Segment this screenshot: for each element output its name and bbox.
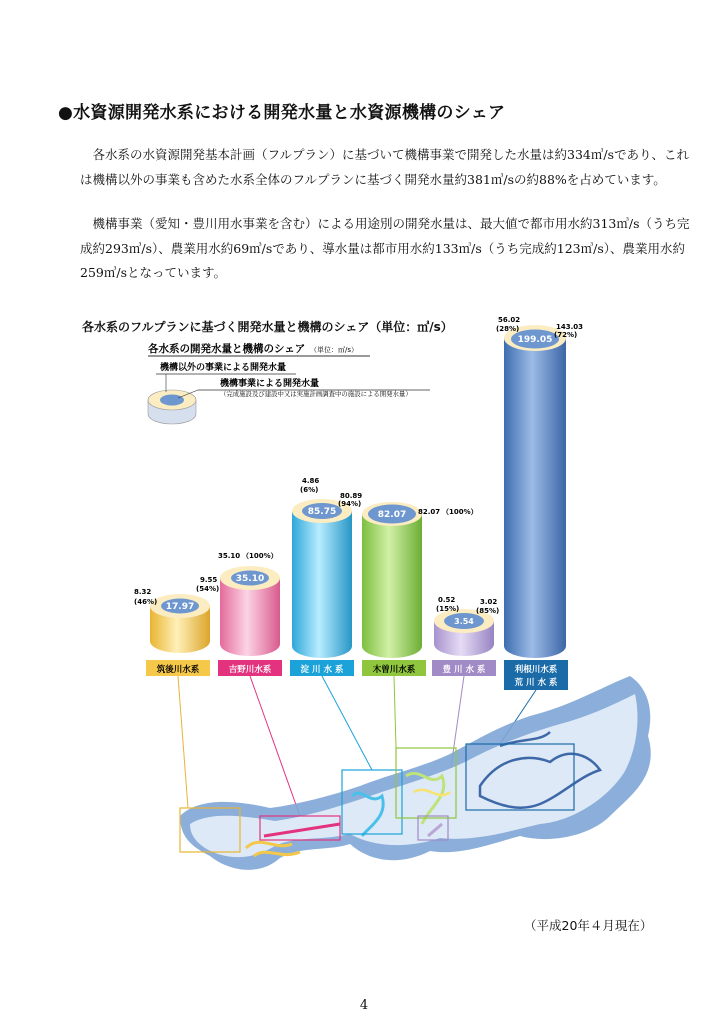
agency-value-yoshino: 35.10 — [235, 574, 265, 584]
figure-caption: 各水系のフルプランに基づく開発水量と機構のシェア（単位：㎥/s） — [82, 320, 453, 334]
legend-cylinder-icon — [148, 374, 198, 424]
label-toyo: 豊 川 水 系 — [442, 665, 486, 675]
other-value-yodo: 4.86 — [302, 477, 320, 485]
agency-value-chikugo: 17.97 — [165, 602, 195, 612]
agency-value-kiso: 82.07 — [377, 510, 407, 520]
total-chikugo: 9.55 — [200, 576, 218, 584]
total-yodo: 80.89 — [340, 492, 363, 500]
label-tone-2: 荒 川 水 系 — [514, 678, 558, 688]
total-pct-yoshino: （100%） — [242, 552, 278, 560]
cylinder-yoshino — [218, 552, 280, 656]
section-heading: ●水資源開発水系における開発水量と水資源機構のシェア — [58, 103, 506, 123]
development-volume-figure — [70, 276, 678, 902]
total-toyo: 3.02 — [480, 598, 498, 606]
cylinder-chikugo — [134, 576, 219, 653]
basin-labels — [146, 660, 568, 690]
label-tone-1: 利根川水系 — [514, 665, 558, 675]
label-yodo: 淀 川 水 系 — [300, 665, 344, 675]
other-value-toyo: 0.52 — [438, 596, 456, 604]
legend-outer-label: 機構以外の事業による開発水量 — [160, 363, 287, 373]
cylinder-toyo — [434, 596, 499, 656]
legend-title: 各水系の開発水量と機構のシェア — [148, 343, 306, 355]
figure-legend — [148, 342, 430, 424]
paragraph-2: 機構事業（愛知・豊川用水事業を含む）による用途別の開発水量は、最大値で都市用水約313㎥/s（うち完成約293㎥/s）、農業用水約69㎥/sであり、導水量は都市用水約133㎥/s（うち完成約123㎥/s）、農業用水約259㎥/sとなっています。 — [80, 216, 690, 280]
agency-value-tone: 199.05 — [517, 335, 553, 345]
cylinder-yodo — [292, 477, 362, 658]
other-pct-yodo: (6%) — [300, 486, 319, 494]
label-kiso: 木曽川水系 — [372, 665, 416, 675]
legend-unit: （単位：㎥/s） — [310, 346, 359, 354]
cylinder-tone — [496, 316, 583, 658]
legend-inner-label: 機構事業による開発水量 — [220, 379, 320, 389]
other-pct-toyo: (15%) — [436, 605, 460, 613]
total-pct-tone: (72%) — [554, 331, 578, 339]
other-pct-tone: (28%) — [496, 325, 520, 333]
total-yoshino: 35.10 — [218, 552, 241, 560]
legend-inner-note: （完成施設及び建設中又は実施計画調査中の施設による開発水量） — [220, 390, 412, 398]
total-pct-chikugo: (54%) — [196, 585, 220, 593]
other-pct-chikugo: (46%) — [134, 598, 158, 606]
total-tone: 143.03 — [556, 323, 584, 331]
other-value-tone: 56.02 — [498, 316, 521, 324]
agency-value-toyo: 3.54 — [454, 617, 474, 626]
total-kiso: 82.07 — [418, 508, 441, 516]
as-of-note: （平成20年４月現在） — [524, 918, 653, 933]
total-pct-kiso: （100%） — [442, 508, 478, 516]
label-yoshino: 吉野川水系 — [228, 665, 272, 675]
label-chikugo: 筑後川水系 — [156, 665, 200, 675]
japan-map — [180, 676, 651, 870]
page-number: 4 — [359, 998, 369, 1013]
agency-value-yodo: 85.75 — [307, 507, 337, 517]
total-pct-toyo: (85%) — [476, 607, 500, 615]
paragraph-1: 各水系の水資源開発基本計画（フルプラン）に基づいて機構事業で開発した水量は約334㎥/sであり、これは機構以外の事業も含めた水系全体のフルプランに基づく開発水量約381㎥/sの約88%を占めています。 — [80, 147, 689, 187]
total-pct-yodo: (94%) — [338, 500, 362, 508]
other-value-chikugo: 8.32 — [134, 588, 152, 596]
